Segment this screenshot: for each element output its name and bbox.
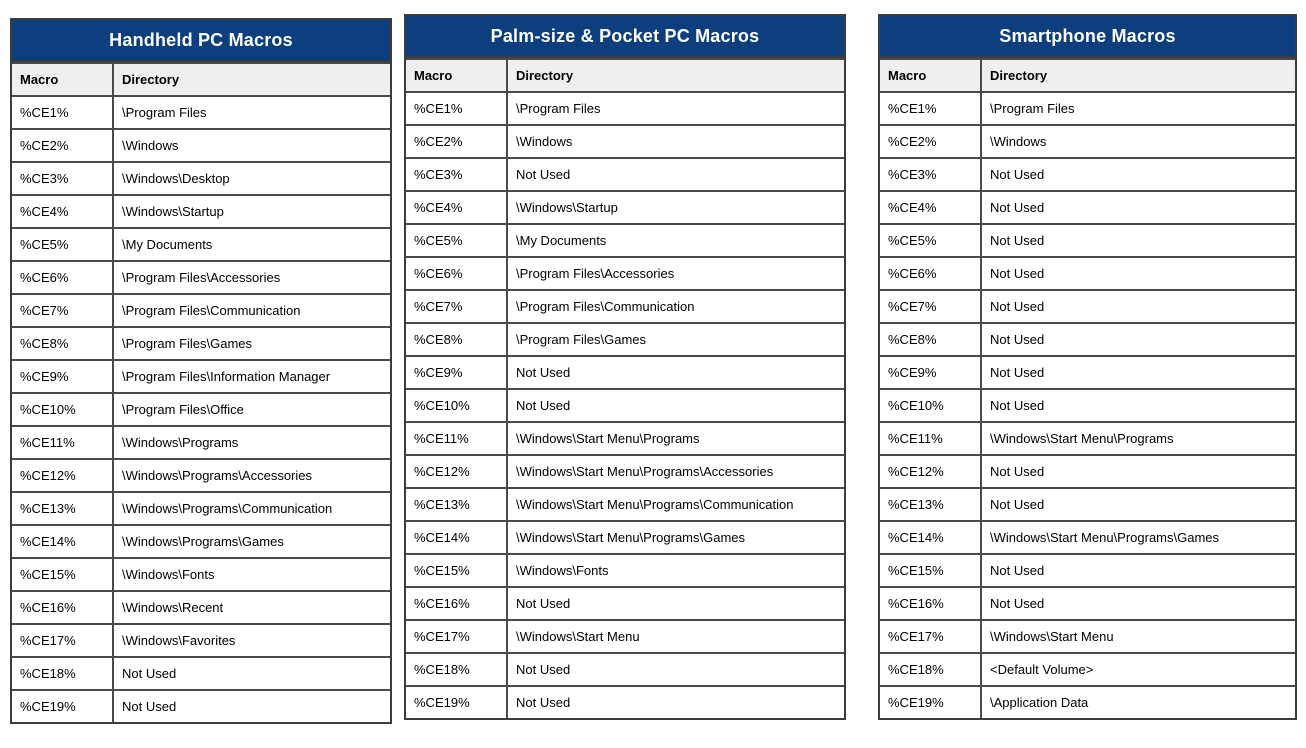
table-row xyxy=(406,355,844,388)
table-row xyxy=(406,322,844,355)
directory-cell: Not Used xyxy=(516,167,571,182)
directory-cell: \Application Data xyxy=(990,695,1089,710)
directory-cell: \Windows\Recent xyxy=(122,600,224,615)
macro-cell: %CE14% xyxy=(406,522,508,553)
macro-cell: %CE8% xyxy=(12,328,114,359)
table-row xyxy=(12,458,390,491)
table-row xyxy=(406,487,844,520)
macro-cell: %CE13% xyxy=(880,489,982,520)
macro-cell: %CE9% xyxy=(406,357,508,388)
table-row xyxy=(12,359,390,392)
directory-cell: \Windows\Start Menu xyxy=(990,629,1114,644)
directory-cell: \Windows xyxy=(990,134,1047,149)
table-row xyxy=(880,322,1295,355)
directory-cell: \Windows\Start Menu\Programs\Games xyxy=(516,530,746,545)
directory-cell: \Program Files\Accessories xyxy=(122,270,281,285)
table-row xyxy=(880,157,1295,190)
macro-cell: %CE4% xyxy=(12,196,114,227)
directory-cell: \Windows xyxy=(516,134,573,149)
macro-cell: %CE9% xyxy=(12,361,114,392)
macros-table xyxy=(10,18,392,724)
directory-cell: \My Documents xyxy=(122,237,213,252)
directory-cell: \Windows\Start Menu\Programs xyxy=(990,431,1174,446)
macro-cell: %CE18% xyxy=(12,658,114,689)
table-row xyxy=(880,619,1295,652)
table-row xyxy=(12,524,390,557)
macro-cell: %CE2% xyxy=(12,130,114,161)
column-header-macro: Macro xyxy=(880,60,982,91)
macro-cell: %CE15% xyxy=(880,555,982,586)
table-row xyxy=(12,128,390,161)
table-row xyxy=(406,619,844,652)
table-row xyxy=(12,161,390,194)
directory-cell: \Windows\Programs\Communication xyxy=(122,501,333,516)
macro-cell: %CE3% xyxy=(880,159,982,190)
directory-cell: Not Used xyxy=(990,299,1045,314)
macro-cell: %CE7% xyxy=(880,291,982,322)
macro-cell: %CE18% xyxy=(880,654,982,685)
table-row xyxy=(406,652,844,685)
table-row xyxy=(12,425,390,458)
macro-cell: %CE9% xyxy=(880,357,982,388)
macro-cell: %CE13% xyxy=(12,493,114,524)
macro-cell: %CE5% xyxy=(880,225,982,256)
table-row xyxy=(880,421,1295,454)
table-row xyxy=(12,557,390,590)
macro-cell: %CE5% xyxy=(406,225,508,256)
table-row xyxy=(406,421,844,454)
macro-cell: %CE7% xyxy=(406,291,508,322)
directory-cell: \Program Files\Information Manager xyxy=(122,369,331,384)
directory-cell: \Windows\Favorites xyxy=(122,633,236,648)
table-row xyxy=(12,227,390,260)
table-row xyxy=(406,157,844,190)
macro-cell: %CE1% xyxy=(12,97,114,128)
macro-cell: %CE1% xyxy=(406,93,508,124)
macro-cell: %CE2% xyxy=(880,126,982,157)
macro-cell: %CE11% xyxy=(406,423,508,454)
table-row xyxy=(406,289,844,322)
macro-cell: %CE10% xyxy=(880,390,982,421)
directory-cell: Not Used xyxy=(990,332,1045,347)
directory-cell: \Program Files xyxy=(990,101,1075,116)
macro-cell: %CE16% xyxy=(880,588,982,619)
directory-cell: Not Used xyxy=(990,464,1045,479)
directory-cell: \Windows xyxy=(122,138,179,153)
macro-cell: %CE10% xyxy=(406,390,508,421)
macro-cell: %CE17% xyxy=(406,621,508,652)
table-row xyxy=(880,124,1295,157)
directory-cell: \Program Files\Communication xyxy=(516,299,695,314)
directory-cell: \Windows\Start Menu xyxy=(516,629,640,644)
table-row xyxy=(12,392,390,425)
macro-cell: %CE3% xyxy=(406,159,508,190)
table-row xyxy=(880,454,1295,487)
macro-cell: %CE14% xyxy=(880,522,982,553)
macros-table xyxy=(404,14,846,720)
table-row xyxy=(12,95,390,128)
directory-cell: Not Used xyxy=(516,695,571,710)
macro-cell: %CE1% xyxy=(880,93,982,124)
macro-cell: %CE18% xyxy=(406,654,508,685)
macro-cell: %CE5% xyxy=(12,229,114,260)
directory-cell: \Windows\Start Menu\Programs\Games xyxy=(990,530,1220,545)
directory-cell: Not Used xyxy=(516,596,571,611)
table-row xyxy=(406,256,844,289)
table-row xyxy=(880,586,1295,619)
table-row xyxy=(12,623,390,656)
table-row xyxy=(880,289,1295,322)
directory-cell: Not Used xyxy=(122,666,177,681)
macro-cell: %CE8% xyxy=(880,324,982,355)
column-header-directory: Directory xyxy=(508,60,844,91)
table-row xyxy=(880,91,1295,124)
macro-cell: %CE3% xyxy=(12,163,114,194)
table-row xyxy=(12,326,390,359)
table-row xyxy=(406,190,844,223)
macro-cell: %CE17% xyxy=(880,621,982,652)
table-row xyxy=(880,388,1295,421)
directory-cell: Not Used xyxy=(990,200,1045,215)
table-row xyxy=(406,91,844,124)
table-row xyxy=(12,656,390,689)
table-row xyxy=(880,190,1295,223)
macro-cell: %CE17% xyxy=(12,625,114,656)
directory-cell: Not Used xyxy=(990,266,1045,281)
table-title: Handheld PC Macros xyxy=(12,20,390,62)
macro-cell: %CE16% xyxy=(12,592,114,623)
header-row xyxy=(406,58,844,91)
header-row xyxy=(880,58,1295,91)
directory-cell: \Windows\Start Menu\Programs xyxy=(516,431,700,446)
directory-cell: Not Used xyxy=(990,398,1045,413)
directory-cell: Not Used xyxy=(990,167,1045,182)
directory-cell: Not Used xyxy=(990,233,1045,248)
macro-cell: %CE12% xyxy=(406,456,508,487)
directory-cell: \Windows\Startup xyxy=(122,204,224,219)
directory-cell: \Windows\Desktop xyxy=(122,171,230,186)
macro-cell: %CE2% xyxy=(406,126,508,157)
table-row xyxy=(12,293,390,326)
table-title: Palm-size & Pocket PC Macros xyxy=(406,16,844,58)
directory-cell: \Windows\Programs\Games xyxy=(122,534,284,549)
directory-cell: \Program Files\Games xyxy=(122,336,253,351)
directory-cell: \Program Files xyxy=(516,101,601,116)
column-header-macro: Macro xyxy=(406,60,508,91)
directory-cell: Not Used xyxy=(990,497,1045,512)
macro-cell: %CE4% xyxy=(406,192,508,223)
table-row xyxy=(880,652,1295,685)
directory-cell: \Program Files\Office xyxy=(122,402,244,417)
table-row xyxy=(406,454,844,487)
macro-cell: %CE10% xyxy=(12,394,114,425)
table-row xyxy=(880,487,1295,520)
column-header-macro: Macro xyxy=(12,64,114,95)
directory-cell: Not Used xyxy=(990,365,1045,380)
table-row xyxy=(12,491,390,524)
directory-cell: \Windows\Start Menu\Programs\Accessories xyxy=(516,464,774,479)
directory-cell: <Default Volume> xyxy=(990,662,1094,677)
directory-cell: \Program Files\Communication xyxy=(122,303,301,318)
macro-cell: %CE19% xyxy=(12,691,114,722)
header-row xyxy=(12,62,390,95)
table-row xyxy=(12,689,390,722)
macro-cell: %CE19% xyxy=(880,687,982,718)
macro-cell: %CE12% xyxy=(880,456,982,487)
directory-cell: \Windows\Programs\Accessories xyxy=(122,468,312,483)
table-row xyxy=(880,355,1295,388)
macro-cell: %CE19% xyxy=(406,687,508,718)
directory-cell: \Windows\Programs xyxy=(122,435,239,450)
table-row xyxy=(406,520,844,553)
column-header-directory: Directory xyxy=(982,60,1295,91)
directory-cell: Not Used xyxy=(990,596,1045,611)
table-row xyxy=(12,260,390,293)
column-header-directory: Directory xyxy=(114,64,390,95)
macro-cell: %CE6% xyxy=(406,258,508,289)
directory-cell: Not Used xyxy=(516,365,571,380)
directory-cell: \Windows\Start Menu\Programs\Communication xyxy=(516,497,794,512)
table-row xyxy=(880,223,1295,256)
table-row xyxy=(406,586,844,619)
macro-cell: %CE12% xyxy=(12,460,114,491)
macro-cell: %CE15% xyxy=(406,555,508,586)
table-row xyxy=(406,553,844,586)
macro-cell: %CE13% xyxy=(406,489,508,520)
macro-cell: %CE11% xyxy=(880,423,982,454)
macro-cell: %CE6% xyxy=(12,262,114,293)
table-row xyxy=(406,388,844,421)
directory-cell: \Program Files\Games xyxy=(516,332,647,347)
directory-cell: Not Used xyxy=(516,662,571,677)
directory-cell: \Program Files\Accessories xyxy=(516,266,675,281)
table-row xyxy=(12,194,390,227)
table-row xyxy=(880,520,1295,553)
table-row xyxy=(880,685,1295,718)
table-row xyxy=(406,685,844,718)
macro-cell: %CE6% xyxy=(880,258,982,289)
directory-cell: \My Documents xyxy=(516,233,607,248)
directory-cell: \Windows\Fonts xyxy=(122,567,215,582)
macro-cell: %CE8% xyxy=(406,324,508,355)
macro-cell: %CE7% xyxy=(12,295,114,326)
macros-table xyxy=(878,14,1297,720)
directory-cell: \Program Files xyxy=(122,105,207,120)
directory-cell: Not Used xyxy=(990,563,1045,578)
directory-cell: \Windows\Fonts xyxy=(516,563,609,578)
directory-cell: \Windows\Startup xyxy=(516,200,618,215)
macro-cell: %CE15% xyxy=(12,559,114,590)
table-row xyxy=(880,553,1295,586)
table-row xyxy=(406,124,844,157)
directory-cell: Not Used xyxy=(122,699,177,714)
table-row xyxy=(880,256,1295,289)
macro-cell: %CE4% xyxy=(880,192,982,223)
table-row xyxy=(406,223,844,256)
macro-cell: %CE11% xyxy=(12,427,114,458)
macro-cell: %CE14% xyxy=(12,526,114,557)
table-title: Smartphone Macros xyxy=(880,16,1295,58)
directory-cell: Not Used xyxy=(516,398,571,413)
table-row xyxy=(12,590,390,623)
macro-cell: %CE16% xyxy=(406,588,508,619)
